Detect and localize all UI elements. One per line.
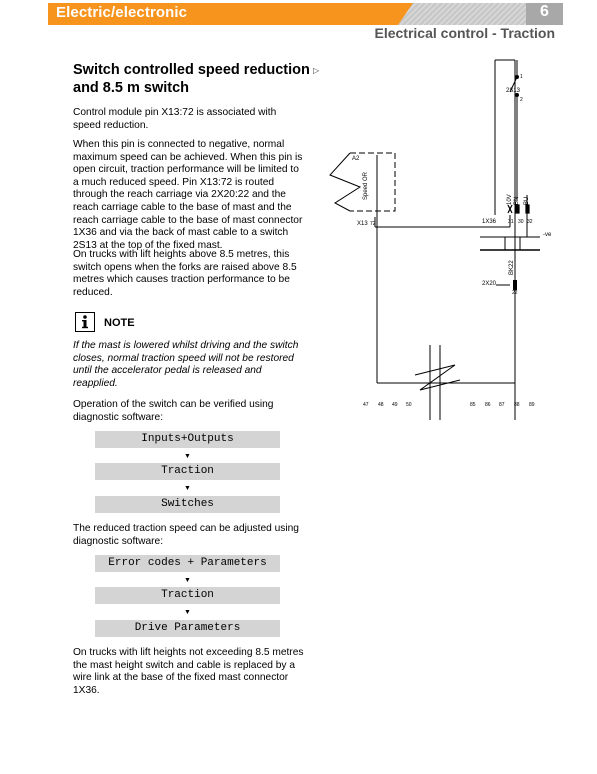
- info-icon: [75, 312, 95, 332]
- section-title: Switch controlled speed reduction and 8.5 m switch: [73, 62, 310, 96]
- negative-label: -ve: [543, 232, 552, 238]
- pin-32: 32: [527, 219, 533, 225]
- column-number: 48: [378, 402, 384, 408]
- paragraph-lift-height: On trucks with lift heights above 8.5 metres, this switch opens when the forks are raised above 8.5 metres which causes traction performance to be reduced.: [73, 249, 297, 298]
- connector-1x36: 1X36: [482, 219, 497, 225]
- switch-label-2s13: 2S13: [506, 88, 521, 94]
- speed-or-label: Speed OR: [363, 171, 369, 200]
- connector-x13: X13: [357, 221, 368, 227]
- menu-drive-parameters: Drive Parameters: [95, 620, 280, 637]
- column-number: 88: [514, 402, 520, 408]
- arrow-down-icon: ▼: [184, 485, 191, 492]
- chapter-number: 6: [540, 3, 549, 20]
- column-number: 85: [470, 402, 476, 408]
- pin-31: 31: [508, 219, 514, 225]
- menu-inputs-outputs: Inputs+Outputs: [95, 431, 280, 448]
- header-title: Electric/electronic: [56, 4, 188, 21]
- column-number: 47: [363, 402, 369, 408]
- menu-traction: Traction: [95, 463, 280, 480]
- menu-error-codes-parameters: Error codes + Parameters: [95, 555, 280, 572]
- triangle-marker-icon: ▷: [313, 66, 320, 75]
- arrow-down-icon: ▼: [184, 609, 191, 616]
- paragraph-wire-link: On trucks with lift heights not exceeding 8.5 metres the mast height switch and cable is replaced by a wire link at the base of the fixed mast connector 1X36.: [73, 647, 304, 696]
- module-label-a2: A2: [352, 156, 360, 162]
- column-number: 50: [406, 402, 412, 408]
- menu-traction: Traction: [95, 587, 280, 604]
- note-text: If the mast is lowered whilst driving and the switch closes, normal traction speed will not be restored until the accelerator pedal is released and reapplied.: [73, 340, 299, 389]
- arrow-down-icon: ▼: [184, 577, 191, 584]
- pin-22: 22: [512, 290, 518, 296]
- switch-pin-1: 1: [520, 74, 523, 80]
- wiring-diagram: [320, 55, 550, 425]
- paragraph-adjust: The reduced traction speed can be adjusted using diagnostic software:: [73, 523, 299, 547]
- wire-bu: BU: [524, 196, 530, 205]
- arrow-down-icon: ▼: [184, 453, 191, 460]
- page-subtitle: Electrical control - Traction: [374, 25, 555, 41]
- column-number: 86: [485, 402, 491, 408]
- pin-30: 30: [518, 219, 524, 225]
- column-number: 89: [529, 402, 535, 408]
- column-number: 87: [499, 402, 505, 408]
- connector-2x20: 2X20: [482, 281, 497, 287]
- paragraph-verify: Operation of the switch can be verified using diagnostic software:: [73, 399, 274, 423]
- menu-switches: Switches: [95, 496, 280, 513]
- wire-10v: 10V: [507, 194, 513, 205]
- pin-72: 72: [370, 221, 376, 227]
- note-label: NOTE: [104, 317, 135, 329]
- switch-pin-2: 2: [520, 97, 523, 103]
- paragraph-pin-description: When this pin is connected to negative, normal maximum speed can be achieved. When this pin is open circuit, traction performance will be limited to a much reduced speed. Pin X13:72 is routed through the reach carriage via 2X20:22 and the reach carriage cable to the base of mast and the reach carriage cable to the base of mast connector 1X36 and via the back of mast cable to a switch 2S13 at the top of the fixed mast.: [73, 139, 303, 251]
- wire-bk22: BK22: [509, 260, 515, 275]
- paragraph-pin-association: Control module pin X13:72 is associated with speed reduction.: [73, 107, 277, 131]
- wire-bn: BN: [514, 196, 520, 205]
- column-number: 49: [392, 402, 398, 408]
